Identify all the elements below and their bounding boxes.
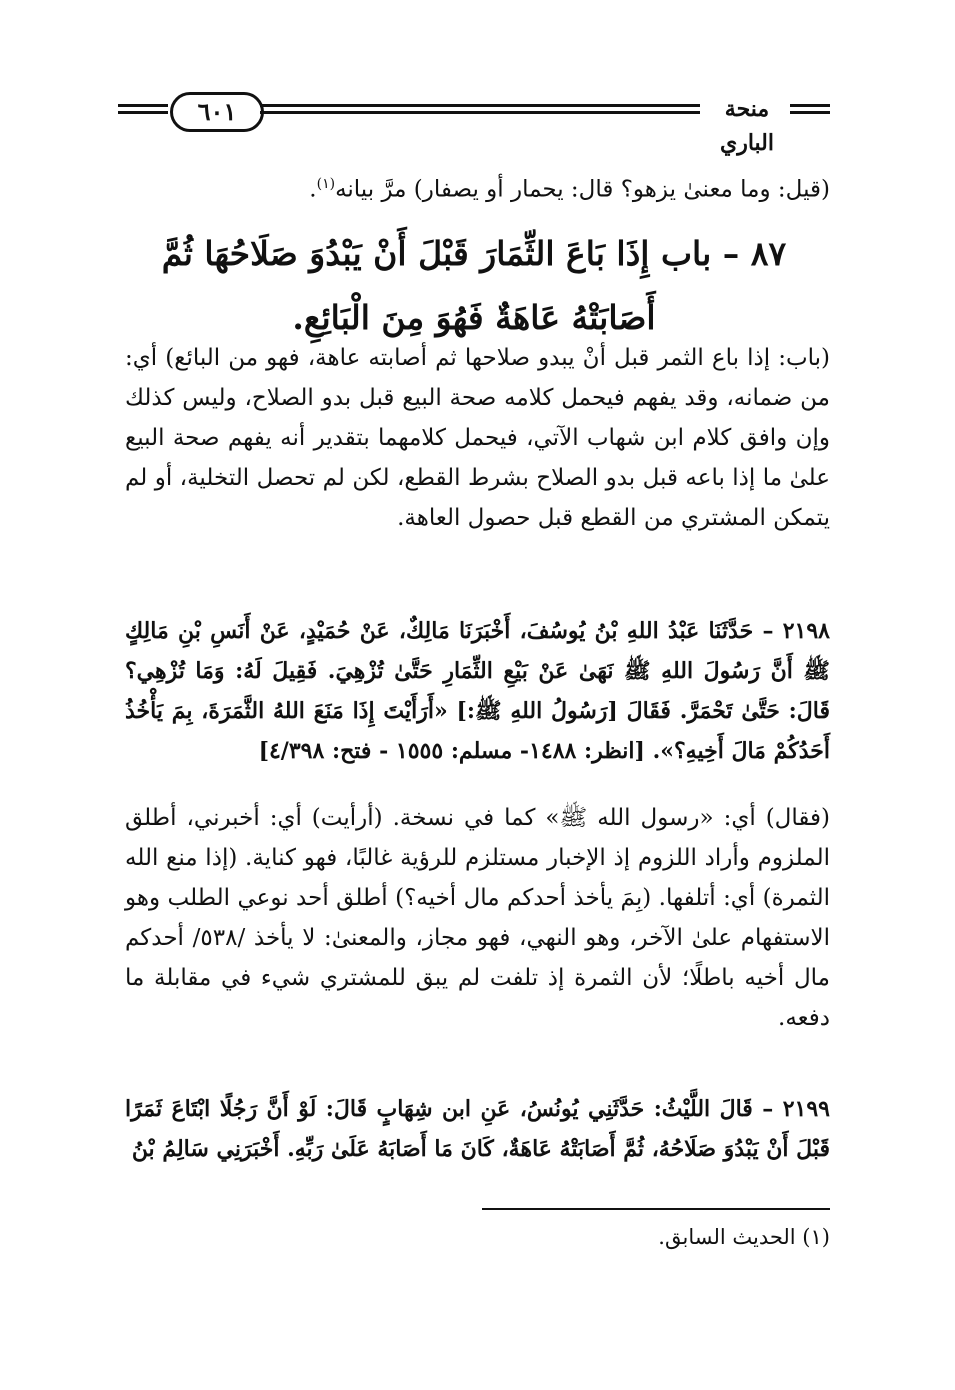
hadith-2199: ٢١٩٩ – قَالَ اللَّيْثُ: حَدَّثَنِي يُونُسُ، عَنِ ابن شِهَابٍ قَالَ: لَوْ أَنَّ رَجُلًا ابْتَاعَ ثَمَرًا قَبْلَ أَنْ يَبْدُوَ صَلَاحُهُ، ثُمَّ أَصَابَتْهُ عَاهَةٌ، كَانَ مَا أَصَابَهُ عَلَىٰ رَبِّهِ. أَخْبَرَنِي سَالِمُ بْنُ [125, 1096, 830, 1162]
page-number: ٦٠١ [170, 92, 264, 132]
footnote-reference: (١) [316, 176, 336, 192]
footnote-divider [482, 1208, 830, 1210]
footnote: (١) الحديث السابق. [658, 1225, 830, 1249]
chapter-heading: ٨٧ – باب إِذَا بَاعَ الثِّمَارَ قَبْلَ أَنْ يَبْدُوَ صَلَاحُهَا ثُمَّ أَصَابَتْهُ عَاهَةٌ فَهُوَ مِنَ الْبَائِعِ. [161, 234, 787, 337]
commentary-paragraph-1: (باب: إذا باع الثمر قبل أنْ يبدو صلاحها ثم أصابته عاهة، فهو من البائع) أي: من ضمانه، وقد يفهم فيحمل كلامه صحة البيع قبل بدو الصلاح، وليس كذلك وإن وافق كلام ابن شهاب الآتي، فيحمل كلامهما بتقدير أنه يفهم صحة البيع علىٰ ما إذا باعه قبل بدو الصلاح بشرط القطع، لكن لم تحصل التخلية، أو لم يتمكن المشتري من القطع قبل حصول العاهة. [125, 345, 830, 531]
header-rule-right [790, 104, 830, 114]
running-title: منحة الباري [719, 96, 774, 156]
hadith-2198: ٢١٩٨ – حَدَّثَنَا عَبْدُ اللهِ بْنُ يُوسُفَ، أَخْبَرَنَا مَالِكٌ، عَنْ حُمَيْدٍ، عَنْ أَنَسِ بْنِ مَالِكٍ ﷺ أَنَّ رَسُولَ اللهِ ﷺ نَهَىٰ عَنْ بَيْعِ الثِّمَارِ حَتَّىٰ تُزْهِيَ. فَقِيلَ لَهُ: وَمَا تُزْهِي؟ قَالَ: حَتَّىٰ تَحْمَرَّ. فَقَالَ [رَسُولُ اللهِ ﷺ:] «أَرَأَيْتَ إِذَا مَنَعَ اللهُ الثَّمَرَةَ، بِمَ يَأْخُذُ أَحَدُكُمْ مَالَ أَخِيهِ؟». [انظر: ١٤٨٨- مسلم: ١٥٥٥ - فتح: ٤/٣٩٨] [125, 618, 830, 764]
lead-line-text: (قيل: وما معنىٰ يزهو؟ قال: يحمار أو يصفار) مرَّ بيانه [335, 176, 830, 203]
header-rule-middle [260, 104, 700, 114]
commentary-paragraph-2: (فقال) أي: «رسول الله ﷺ» كما في نسخة. (أرأيت) أي: أخبرني، أطلق الملزوم وأراد اللزوم إذ الإخبار مستلزم للرؤية غالبًا، فهو كناية. (إذا منع الله الثمرة) أي: أتلفها. (بِمَ يأخذ أحدكم مال أخيه؟) أطلق أحد نوعي الطلب وهو الاستفهام علىٰ الآخر، وهو النهي، فهو مجاز، والمعنىٰ: لا يأخذ /٥٣٨/ أحدكم مال أخيه باطلًا؛ لأن الثمرة إذ تلفت لم يبق للمشتري شيء في مقابلة ما دفعه. [125, 805, 830, 1031]
header-rule-left [118, 104, 168, 114]
page-header [118, 92, 830, 156]
lead-line: (قيل: وما معنىٰ يزهو؟ قال: يحمار أو يصفار) مرَّ بيانه$^{(١)}$. [309, 176, 830, 203]
